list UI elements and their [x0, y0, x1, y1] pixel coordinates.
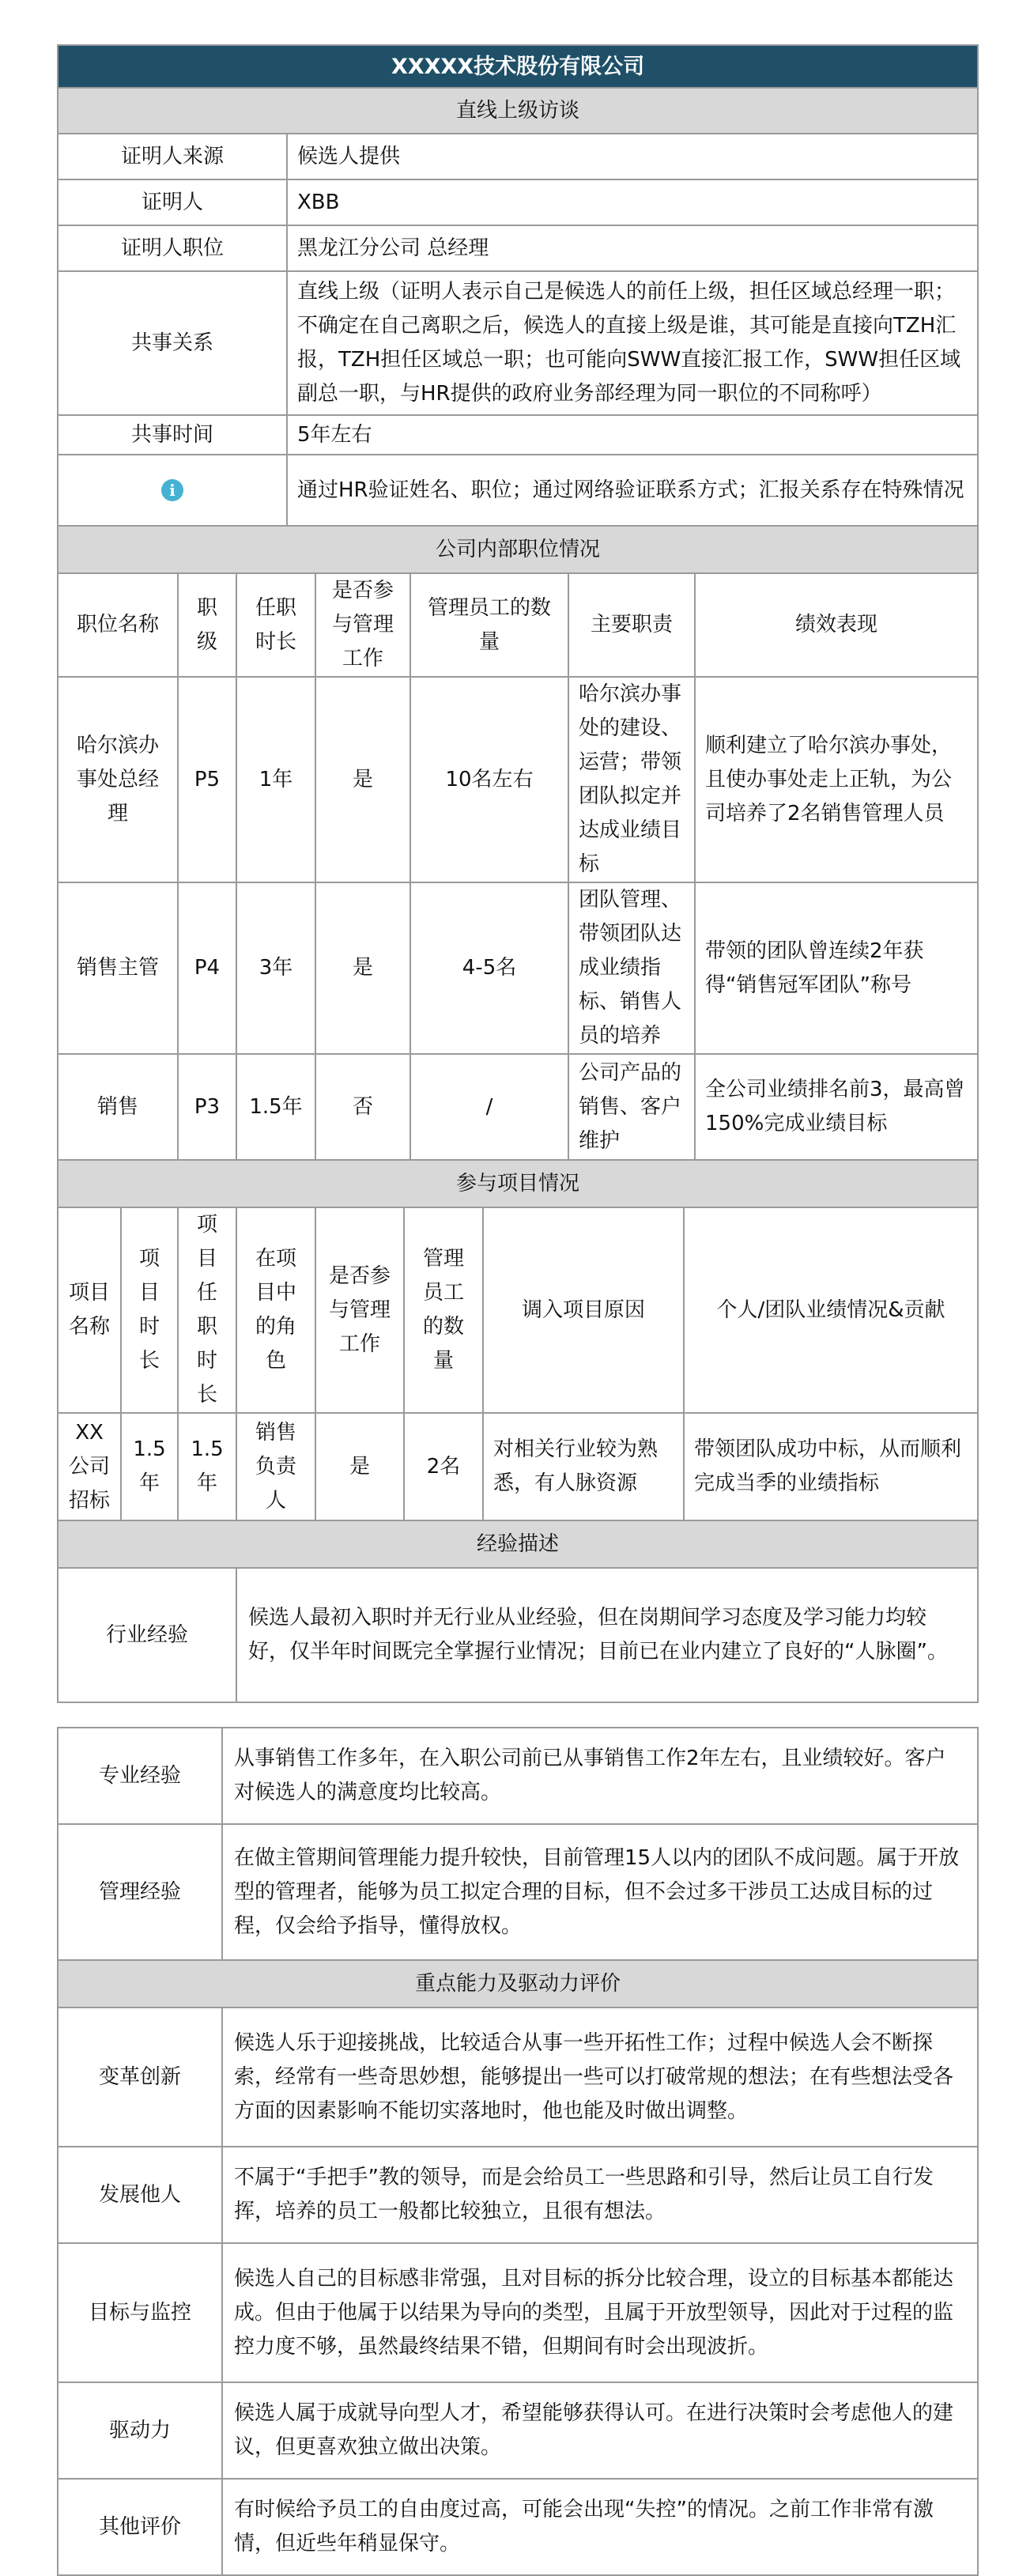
row-value-source: 候选人提供	[287, 134, 978, 179]
evaluation-label: 发展他人	[58, 2147, 222, 2243]
positions-header: 职级	[178, 573, 236, 677]
row-label-duration: 共事时间	[58, 415, 287, 455]
row-value-referee: XBB	[287, 179, 978, 225]
project-reason: 对相关行业较为熟悉，有人脉资源	[483, 1413, 684, 1520]
positions-header: 是否参与管理工作	[315, 573, 410, 677]
position-performance: 全公司业绩排名前3，最高曾150%完成业绩目标	[695, 1054, 978, 1160]
row-value-duration: 5年左右	[287, 415, 978, 455]
position-level: P5	[178, 677, 236, 882]
row-value-relationship: 直线上级（证明人表示自己是候选人的前任上级，担任区域总经理一职；不确定在自己离职之后，候选人的直接上级是谁，其可能是直接向TZH汇报，TZH担任区域总一职；也可能向SWW直接汇报工作，SWW担任区域副总一职，与HR提供的政府业务部经理为同一职位的不同称呼）	[287, 271, 978, 415]
evaluation-text: 候选人属于成就导向型人才，希望能够获得认可。在进行决策时会考虑他人的建议，但更喜欢独立做出决策。	[222, 2382, 978, 2479]
position-duties: 公司产品的销售、客户维护	[568, 1054, 695, 1160]
positions-header: 任职时长	[236, 573, 315, 677]
evaluation-label: 变革创新	[58, 2008, 222, 2147]
report-table-top	[57, 44, 979, 1703]
position-tenure: 1.5年	[236, 1054, 315, 1160]
evaluation-text: 不属于“手把手”教的领导，而是会给员工一些思路和引导，然后让员工自行发挥，培养的员工一般都比较独立，且很有想法。	[222, 2147, 978, 2243]
position-tenure: 3年	[236, 882, 315, 1054]
projects-header: 项目任职时长	[178, 1207, 236, 1413]
experience-text: 在做主管期间管理能力提升较快，目前管理15人以内的团队不成问题。属于开放型的管理者，能够为员工拟定合理的目标，但不会过多干涉员工达成目标的过程，仅会给予指导，懂得放权。	[222, 1824, 978, 1960]
projects-header: 是否参与管理工作	[315, 1207, 404, 1413]
projects-header: 在项目中的角色	[236, 1207, 315, 1413]
position-tenure: 1年	[236, 677, 315, 882]
project-tenure: 1.5年	[178, 1413, 236, 1520]
positions-header: 主要职责	[568, 573, 695, 677]
position-manages: 是	[315, 882, 410, 1054]
position-headcount: 4-5名	[410, 882, 568, 1054]
position-duties: 哈尔滨办事处的建设、运营；带领团队拟定并达成业绩目标	[568, 677, 695, 882]
experience-text: 候选人最初入职时并无行业从业经验，但在岗期间学习态度及学习能力均较好，仅半年时间既完全掌握行业情况；目前已在业内建立了良好的“人脉圈”。	[236, 1568, 978, 1702]
evaluation-label: 其他评价	[58, 2479, 222, 2575]
project-duration: 1.5年	[121, 1413, 178, 1520]
projects-header: 项目名称	[58, 1207, 121, 1413]
position-headcount: /	[410, 1054, 568, 1160]
project-role: 销售负责人	[236, 1413, 315, 1520]
evaluation-text: 候选人乐于迎接挑战，比较适合从事一些开拓性工作；过程中候选人会不断探索，经常有一些奇思妙想，能够提出一些可以打破常规的想法；在有些想法受各方面的因素影响不能切实落地时，他也能及时做出调整。	[222, 2008, 978, 2147]
projects-header: 个人/团队业绩情况&贡献	[684, 1207, 978, 1413]
experience-label: 管理经验	[58, 1824, 222, 1960]
evaluation-text: 有时候给予员工的自由度过高，可能会出现“失控”的情况。之前工作非常有激情，但近些年稍显保守。	[222, 2479, 978, 2575]
row-label-referee: 证明人	[58, 179, 287, 225]
projects-header: 调入项目原因	[483, 1207, 684, 1413]
table-row	[58, 1413, 978, 1520]
position-manages: 是	[315, 677, 410, 882]
company-title: XXXXX技术股份有限公司	[58, 45, 978, 88]
reference-check-report	[57, 44, 977, 2576]
position-duties: 团队管理、带领团队达成业绩指标、销售人员的培养	[568, 882, 695, 1054]
table-row	[58, 677, 978, 882]
position-level: P4	[178, 882, 236, 1054]
positions-section-header: 公司内部职位情况	[58, 526, 978, 573]
table-row	[58, 1054, 978, 1160]
position-name: 销售主管	[58, 882, 178, 1054]
experience-label: 专业经验	[58, 1728, 222, 1824]
projects-header: 项目时长	[121, 1207, 178, 1413]
project-manages: 是	[315, 1413, 404, 1520]
position-performance: 顺利建立了哈尔滨办事处，且使办事处走上正轨，为公司培养了2名销售管理人员	[695, 677, 978, 882]
position-performance: 带领的团队曾连续2年获得“销售冠军团队”称号	[695, 882, 978, 1054]
report-table-bottom	[57, 1727, 979, 2576]
position-name: 哈尔滨办事处总经理	[58, 677, 178, 882]
row-label-relationship: 共事关系	[58, 271, 287, 415]
evaluation-label: 驱动力	[58, 2382, 222, 2479]
projects-header: 管理员工的数量	[404, 1207, 483, 1413]
position-level: P3	[178, 1054, 236, 1160]
project-headcount: 2名	[404, 1413, 483, 1520]
position-manages: 否	[315, 1054, 410, 1160]
evaluation-text: 候选人自己的目标感非常强，且对目标的拆分比较合理，设立的目标基本都能达成。但由于他属于以结果为导向的类型，且属于开放型领导，因此对于过程的监控力度不够，虽然最终结果不错，但期间有时会出现波折。	[222, 2243, 978, 2382]
note-icon-cell	[58, 455, 287, 526]
interview-section-header: 直线上级访谈	[58, 88, 978, 134]
row-value-referee-position: 黑龙江分公司 总经理	[287, 225, 978, 271]
positions-header: 职位名称	[58, 573, 178, 677]
position-headcount: 10名左右	[410, 677, 568, 882]
experience-section-header: 经验描述	[58, 1520, 978, 1568]
experience-text: 从事销售工作多年，在入职公司前已从事销售工作2年左右，且业绩较好。客户对候选人的满意度均比较高。	[222, 1728, 978, 1824]
projects-section-header: 参与项目情况	[58, 1160, 978, 1207]
verification-note: 通过HR验证姓名、职位；通过网络验证联系方式；汇报关系存在特殊情况	[287, 455, 978, 526]
info-icon: i	[161, 479, 183, 501]
positions-header: 管理员工的数量	[410, 573, 568, 677]
position-name: 销售	[58, 1054, 178, 1160]
positions-header: 绩效表现	[695, 573, 978, 677]
row-label-source: 证明人来源	[58, 134, 287, 179]
row-label-referee-position: 证明人职位	[58, 225, 287, 271]
project-name: XX公司招标	[58, 1413, 121, 1520]
project-contribution: 带领团队成功中标，从而顺利完成当季的业绩指标	[684, 1413, 978, 1520]
experience-label: 行业经验	[58, 1568, 236, 1702]
evaluation-section-header: 重点能力及驱动力评价	[58, 1960, 978, 2008]
table-row	[58, 882, 978, 1054]
evaluation-label: 目标与监控	[58, 2243, 222, 2382]
